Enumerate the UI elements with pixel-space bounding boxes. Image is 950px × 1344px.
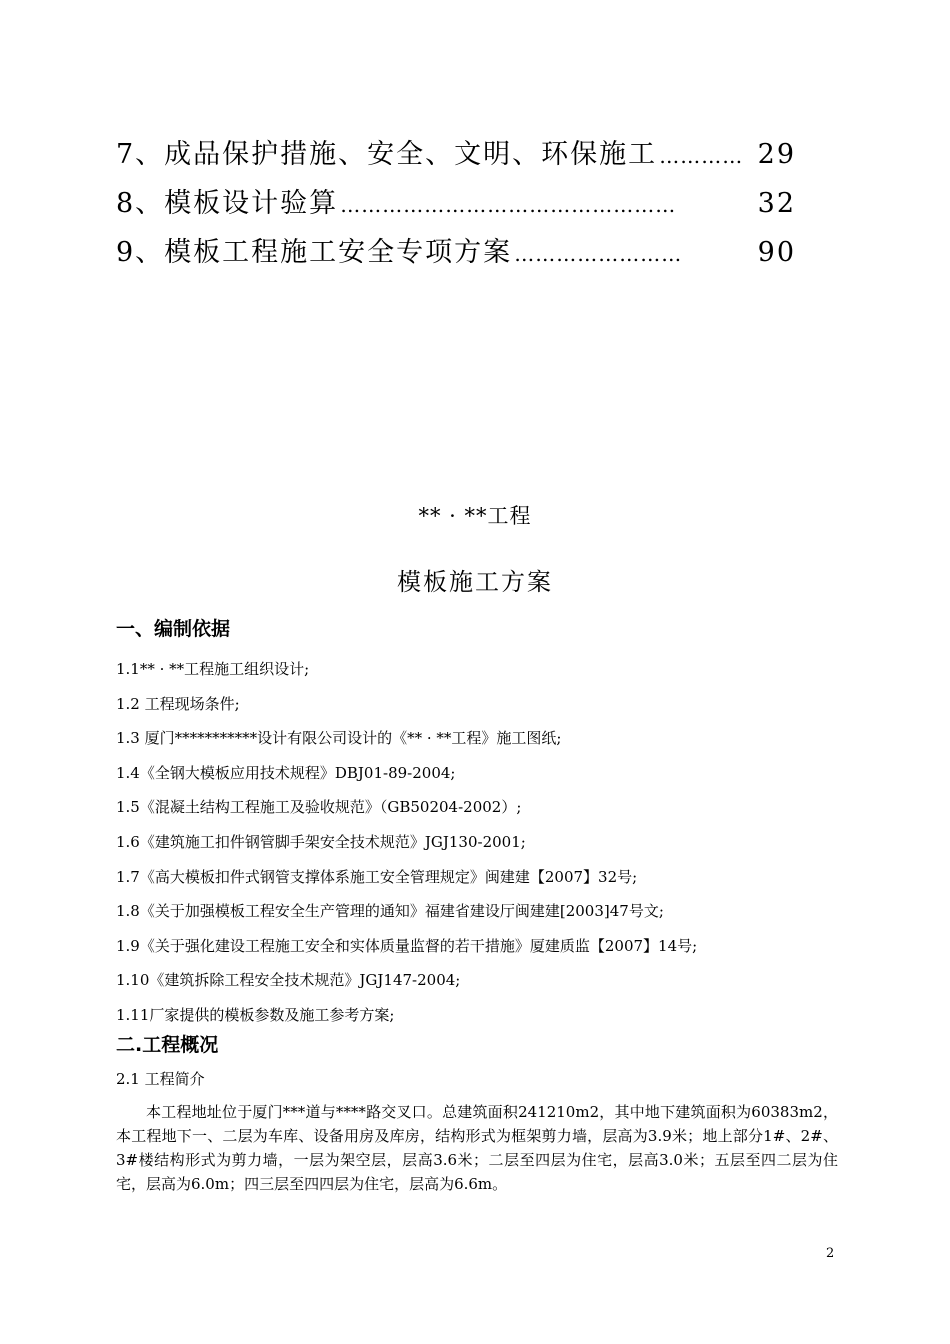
toc-item-8 (116, 181, 796, 230)
section-heading-basis: 一、编制依据 (116, 618, 231, 640)
table-of-contents (116, 132, 796, 279)
list-item: 1.7《高大模板扣件式钢管支撑体系施工安全管理规定》闽建建【2007】32号; (116, 867, 638, 886)
toc-item-9 (116, 230, 796, 279)
toc-page-number: 29 (757, 139, 796, 170)
list-item: 1.2 工程现场条件; (116, 694, 240, 713)
toc-page-number: 32 (757, 188, 796, 219)
page-number: 2 (826, 1246, 835, 1261)
section-heading-overview: 二.工程概况 (116, 1034, 219, 1056)
toc-leader: ………… (659, 144, 744, 168)
reference-list (116, 652, 846, 1033)
project-title: ** · **工程 (418, 504, 532, 528)
document-title: 模板施工方案 (397, 568, 553, 596)
toc-page-number: 90 (757, 237, 796, 268)
list-item: 1.9《关于强化建设工程施工安全和实体质量监督的若干措施》厦建质监【2007】14号; (116, 936, 698, 955)
toc-leader: ………………………………………… (340, 193, 677, 217)
list-item: 1.11厂家提供的模板参数及施工参考方案; (116, 1005, 395, 1024)
toc-label: 9、模板工程施工安全专项方案 (116, 237, 513, 268)
list-item: 1.3 厦门***********设计有限公司设计的《** · **工程》施工图纸; (116, 729, 562, 748)
list-item: 1.8《关于加强模板工程安全生产管理的通知》福建省建设厅闽建建[2003]47号文; (116, 902, 664, 921)
subsection-heading: 2.1 工程简介 (116, 1070, 205, 1088)
toc-item-7 (116, 132, 796, 181)
list-item: 1.5《混凝土结构工程施工及验收规范》（GB50204-2002）; (116, 798, 522, 817)
list-item: 1.1** · **工程施工组织设计; (116, 660, 310, 678)
toc-label: 7、成品保护措施、安全、文明、环保施工 (116, 139, 658, 170)
overview-paragraph: 本工程地址位于厦门***道与****路交叉口。总建筑面积241210m2，其中地下建筑面积为60383m2，本工程地下一、二层为车库、设备用房及库房，结构形式为框架剪力墙，层高为3.9米；地上部分1#、2#、3#楼结构形式为剪力墙，一层为架空层，层高3.6米；二层至四层为住宅，层高3.0米；五层至四二层为住宅，层高为6.0m；四三层至四四层为住宅，层高为6.6m。 (116, 1103, 838, 1193)
list-item: 1.6《建筑施工扣件钢管脚手架安全技术规范》JGJ130-2001; (116, 832, 526, 851)
toc-leader: …………………… (514, 242, 683, 266)
list-item: 1.4《全钢大模板应用技术规程》DBJ01-89-2004; (116, 763, 456, 782)
toc-label: 8、模板设计验算 (116, 188, 339, 219)
list-item: 1.10《建筑拆除工程安全技术规范》JGJ147-2004; (116, 971, 461, 990)
